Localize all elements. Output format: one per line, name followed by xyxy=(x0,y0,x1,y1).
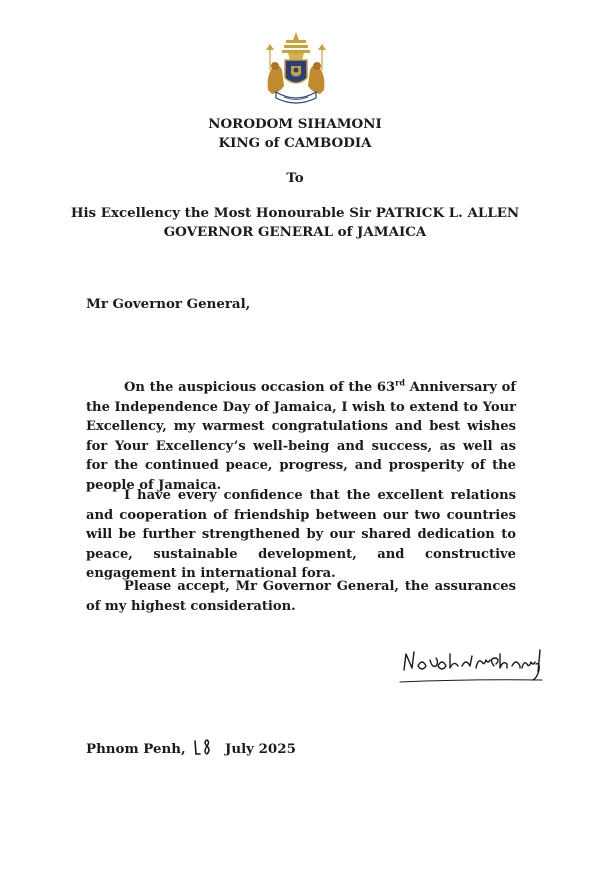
paragraph-1-start: On the auspicious occasion of the 63 xyxy=(124,380,396,395)
royal-emblem-icon xyxy=(262,30,330,108)
ordinal-suffix: rd xyxy=(395,377,405,388)
sender-name: NORODOM SIHAMONI xyxy=(208,116,382,132)
recipient-line-1: His Excellency the Most Honourable Sir PATRICK L. ALLEN xyxy=(70,205,520,221)
signature-image xyxy=(396,640,546,690)
sender-title: KING of CAMBODIA xyxy=(218,135,372,151)
to-label: To xyxy=(286,170,304,186)
place-date-line xyxy=(86,738,296,757)
handwritten-day xyxy=(192,738,214,756)
month-year: July 2025 xyxy=(225,741,296,757)
body-paragraph-2: I have every confidence that the excellent relations and cooperation of friendship between our two countries will be further strengthened by our shared dedication to peace, sustainable development, and constructive engagement in international fora. xyxy=(86,488,516,581)
body-paragraph-1 xyxy=(86,378,516,495)
recipient-line-2: GOVERNOR GENERAL of JAMAICA xyxy=(163,224,427,240)
salutation: Mr Governor General, xyxy=(86,296,251,312)
body-paragraph-3: Please accept, Mr Governor General, the assurances of my highest consideration. xyxy=(86,579,516,614)
paragraph-1-rest: Anniversary of the Independence Day of Jamaica, I wish to extend to Your Excellency, my warmest congratulations and best wishes for Your Excellency’s well-being and success, as well as for the continued peace, progress, and prosperity of the people of Jamaica. xyxy=(86,380,517,493)
place: Phnom Penh, xyxy=(86,741,186,757)
